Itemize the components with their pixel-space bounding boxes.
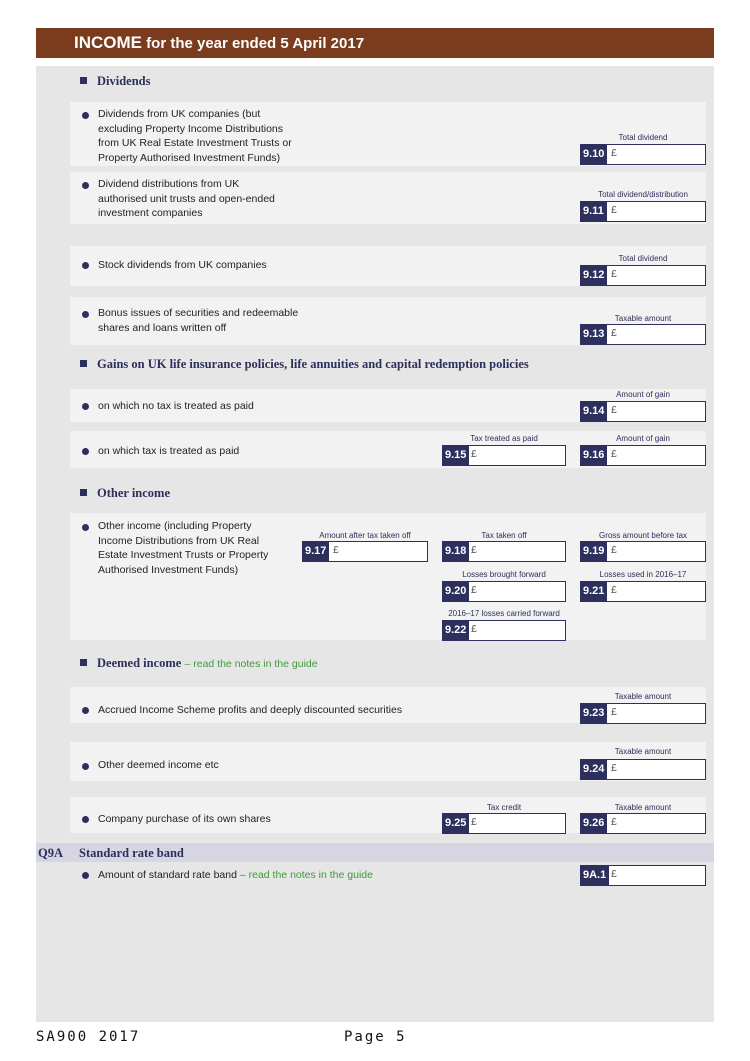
pound-sign: £ (611, 868, 617, 880)
item-text-9-13 (98, 306, 298, 335)
label-total-dividend: Total dividend (618, 133, 668, 142)
text-line: Dividend distributions from UK (98, 178, 240, 190)
section-title: Dividends (97, 74, 151, 88)
label-losses-carried-forward: 2016–17 losses carried forward (448, 609, 560, 618)
section-title: Deemed income (97, 656, 182, 670)
item-text-9-17 (98, 519, 268, 577)
form-reference: SA900 2017 (36, 1029, 141, 1045)
item-text-9-11 (98, 177, 275, 221)
title-income: INCOME (74, 33, 142, 52)
box-number: 9.13 (580, 324, 607, 345)
bullet-icon (82, 524, 89, 531)
pound-sign: £ (471, 448, 477, 460)
label-taxable-amount: Taxable amount (614, 314, 672, 323)
box-9-23[interactable] (580, 703, 706, 724)
label-amount-of-gain: Amount of gain (616, 390, 670, 399)
pound-sign: £ (611, 762, 617, 774)
box-number: 9.18 (442, 541, 469, 562)
pound-sign: £ (471, 623, 477, 635)
pound-sign: £ (611, 544, 617, 556)
label-amount-of-gain: Amount of gain (616, 434, 670, 443)
item-text-9a-1 (98, 868, 373, 883)
box-number: 9.26 (580, 813, 607, 834)
box-number: 9.24 (580, 759, 607, 780)
pound-sign: £ (611, 448, 617, 460)
section-deemed-income (80, 656, 318, 671)
question-title: Standard rate band (79, 846, 184, 860)
box-9-18[interactable] (442, 541, 566, 562)
square-icon (80, 77, 87, 84)
page-number: Page 5 (344, 1029, 407, 1045)
text-line: from UK Real Estate Investment Trusts or (98, 137, 292, 149)
label-tax-taken-off: Tax taken off (481, 531, 527, 540)
bullet-icon (82, 182, 89, 189)
item-text-9-25: Company purchase of its own shares (98, 813, 271, 825)
text-line: investment companies (98, 207, 203, 219)
bullet-icon (82, 403, 89, 410)
box-9-22[interactable] (442, 620, 566, 641)
box-number: 9.25 (442, 813, 469, 834)
box-9-11[interactable] (580, 201, 706, 222)
pound-sign: £ (611, 147, 617, 159)
item-text-9-15: on which tax is treated as paid (98, 445, 240, 457)
square-icon (80, 659, 87, 666)
box-9-20[interactable] (442, 581, 566, 602)
bullet-icon (82, 816, 89, 823)
box-number: 9.15 (442, 445, 469, 466)
item-text-9-14: on which no tax is treated as paid (98, 400, 254, 412)
label-gross-amount: Gross amount before tax (598, 531, 688, 540)
section-gains (80, 357, 529, 372)
pound-sign: £ (611, 204, 617, 216)
page-title (74, 33, 364, 53)
box-number: 9.20 (442, 581, 469, 602)
box-number: 9A.1 (580, 865, 609, 886)
section-title: Gains on UK life insurance policies, life annuities and capital redemption policies (97, 357, 529, 371)
pound-sign: £ (611, 816, 617, 828)
label-taxable-amount: Taxable amount (614, 692, 672, 701)
box-9-15[interactable] (442, 445, 566, 466)
box-9-17[interactable] (302, 541, 428, 562)
section-other-income (80, 486, 170, 501)
box-number: 9.14 (580, 401, 607, 422)
box-9-13[interactable] (580, 324, 706, 345)
box-number: 9.11 (580, 201, 607, 222)
box-number: 9.19 (580, 541, 607, 562)
text-line: excluding Property Income Distributions (98, 122, 284, 135)
box-number: 9.10 (580, 144, 607, 165)
pound-sign: £ (611, 584, 617, 596)
pound-sign: £ (471, 816, 477, 828)
item-text-9-24: Other deemed income etc (98, 759, 219, 771)
square-icon (80, 360, 87, 367)
box-9a-1[interactable] (580, 865, 706, 886)
bullet-icon (82, 112, 89, 119)
text-line: Authorised Investment Funds) (98, 563, 239, 576)
label-losses-brought-forward: Losses brought forward (462, 570, 546, 579)
pound-sign: £ (611, 404, 617, 416)
box-9-10[interactable] (580, 144, 706, 165)
box-9-24[interactable] (580, 759, 706, 780)
square-icon (80, 489, 87, 496)
label-tax-credit: Tax credit (486, 803, 522, 812)
bullet-icon (82, 872, 89, 879)
text-line: Property Authorised Investment Funds) (98, 151, 281, 164)
label-amount-after-tax: Amount after tax taken off (319, 531, 411, 540)
pound-sign: £ (611, 327, 617, 339)
label-taxable-amount: Taxable amount (614, 803, 672, 812)
section-dividends (80, 74, 151, 89)
bullet-icon (82, 707, 89, 714)
box-number: 9.16 (580, 445, 607, 466)
bullet-icon (82, 448, 89, 455)
pound-sign: £ (471, 584, 477, 596)
question-code: Q9A (38, 846, 63, 860)
item-text-9-12: Stock dividends from UK companies (98, 259, 267, 271)
box-9-16[interactable] (580, 445, 706, 466)
box-number: 9.17 (302, 541, 329, 562)
text-line: authorised unit trusts and open-ended (98, 192, 275, 205)
box-9-25[interactable] (442, 813, 566, 834)
pound-sign: £ (471, 544, 477, 556)
bullet-icon (82, 763, 89, 770)
text-line: Income Distributions from UK Real (98, 534, 260, 547)
box-number: 9.12 (580, 265, 607, 286)
bullet-icon (82, 311, 89, 318)
text-line: Estate Investment Trusts or Property (98, 549, 269, 561)
pound-sign: £ (611, 268, 617, 280)
guide-note: – read the notes in the guide (239, 869, 373, 881)
pound-sign: £ (333, 544, 339, 556)
label-total-distribution: Total dividend/distribution (598, 190, 688, 199)
box-number: 9.21 (580, 581, 607, 602)
q9a-heading (38, 846, 184, 861)
box-9-19[interactable] (580, 541, 706, 562)
label-losses-used: Losses used in 2016–17 (599, 570, 687, 579)
guide-note: – read the notes in the guide (184, 658, 318, 670)
text-line: Amount of standard rate band (98, 869, 237, 881)
box-9-26[interactable] (580, 813, 706, 834)
box-9-14[interactable] (580, 401, 706, 422)
label-total-dividend: Total dividend (618, 254, 668, 263)
item-text-9-23: Accrued Income Scheme profits and deeply discounted securities (98, 704, 403, 716)
box-9-12[interactable] (580, 265, 706, 286)
bullet-icon (82, 262, 89, 269)
label-tax-treated-as-paid: Tax treated as paid (470, 434, 538, 443)
page-header (36, 28, 714, 58)
box-number: 9.22 (442, 620, 469, 641)
box-9-21[interactable] (580, 581, 706, 602)
label-taxable-amount: Taxable amount (614, 747, 672, 756)
text-line: Bonus issues of securities and redeemable (98, 307, 299, 319)
box-number: 9.23 (580, 703, 607, 724)
text-line: Dividends from UK companies (but (98, 108, 261, 120)
title-period: for the year ended 5 April 2017 (146, 35, 365, 52)
pound-sign: £ (611, 706, 617, 718)
text-line: Other income (including Property (98, 520, 252, 532)
item-text-9-10 (98, 107, 292, 165)
section-title: Other income (97, 486, 171, 500)
text-line: shares and loans written off (98, 321, 227, 334)
